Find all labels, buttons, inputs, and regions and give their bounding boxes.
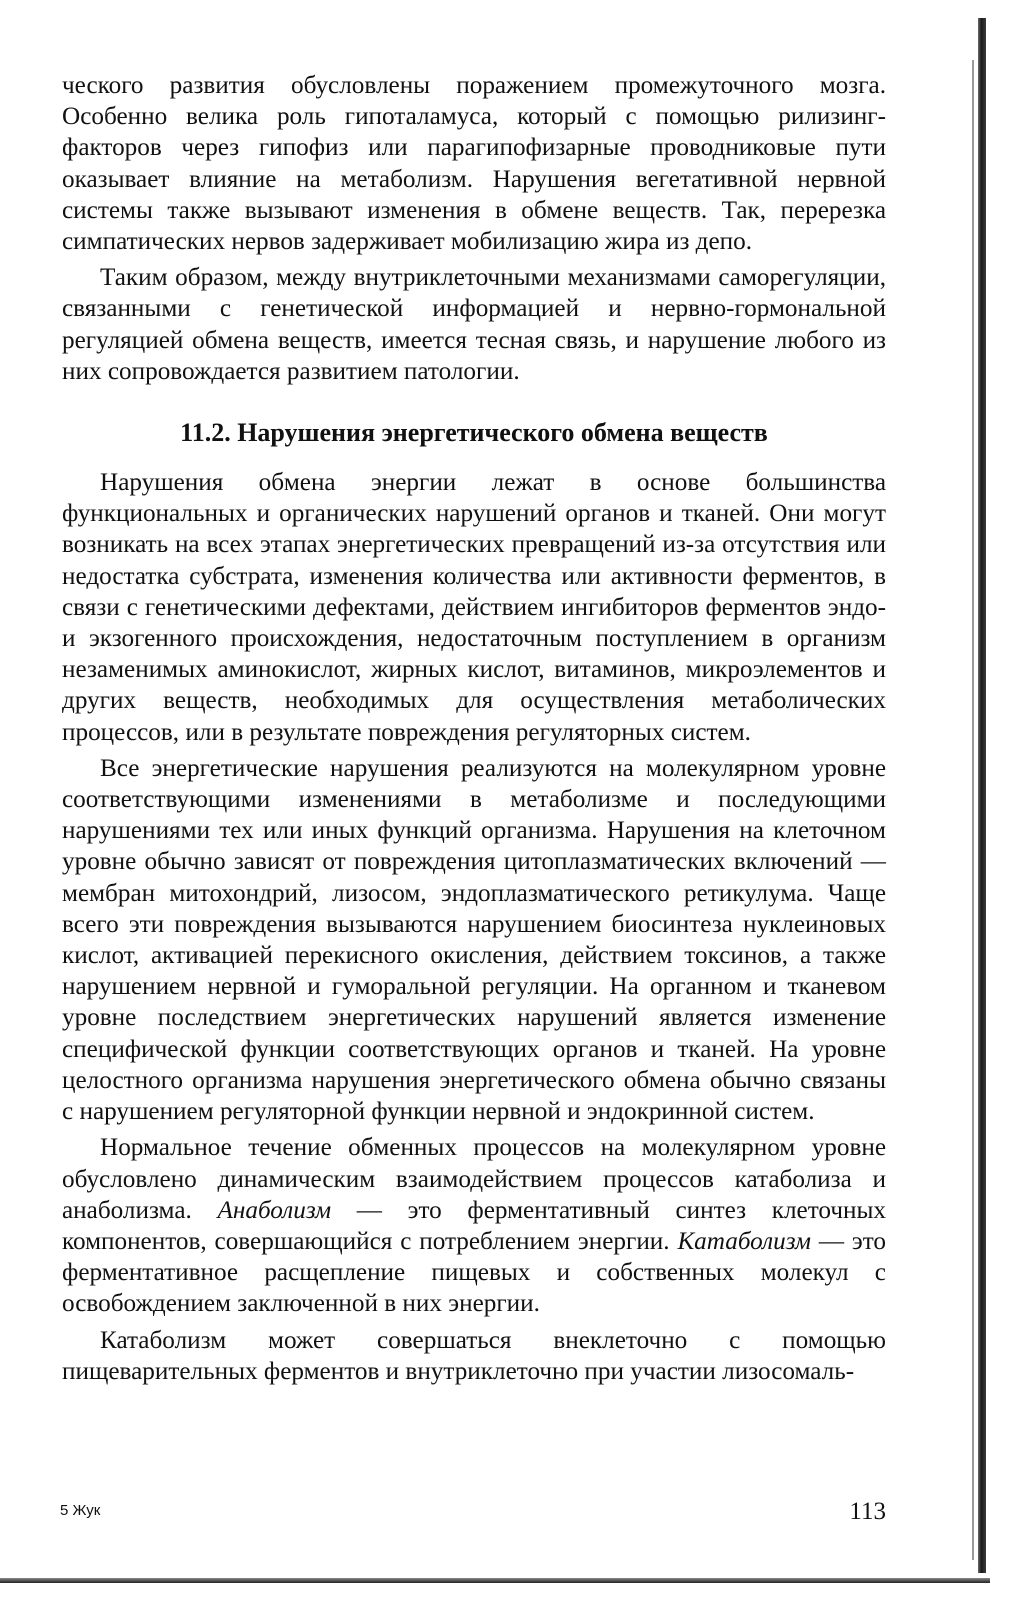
text-run: — это ферментативный синтез клеточных компонентов, совершающийся с потреблением энергии. bbox=[62, 1196, 886, 1255]
term-catabolism: Катаболизм bbox=[677, 1227, 811, 1255]
page-edge-shadow bbox=[972, 60, 974, 1560]
bottom-edge bbox=[0, 1578, 990, 1583]
paragraph: Все энергетические нарушения реализуются на молекулярном уровне соответствующими изменениями в метаболизме и последующими нарушениями тех или иных функций организма. Нарушения на клеточном уровне обычно зависят от повреждения цитоплазматических включений — мембран митохондрий, лизосом, эндоплазматического ретикулума. Чаще всего эти повреждения вызываются нарушением биосинтеза нуклеиновых кислот, активацией перекисного окисления, действием токсинов, а также нарушением нервной и гуморальной регуляции. На органном и тканевом уровне последствием энергетических нарушений является изменение специфической функции соответствующих органов и тканей. На уровне целостного организма нарушения энергетического обмена обычно связаны с нарушением регуляторной функции нервной и эндокринной систем. bbox=[62, 754, 886, 1126]
paragraph: Нарушения обмена энергии лежат в основе большинства функциональных и органических нарушений органов и тканей. Они могут возникать на всех этапах энергетических превращений из-за отсутствия или недостатка субстрата, изменения количества или активности ферментов, в связи с генетическими дефектами, действием ингибиторов ферментов эндо- и экзогенного происхождения, недостаточным поступлением в организм незаменимых аминокислот, жирных кислот, витаминов, микроэлементов и других веществ, необходимых для осуществления метаболических процессов, или в результате повреждения регуляторных систем. bbox=[62, 469, 886, 746]
binding-edge bbox=[978, 18, 986, 1573]
paragraph bbox=[62, 1132, 886, 1319]
section-heading: 11.2. Нарушения энергетического обмена веществ bbox=[180, 418, 768, 448]
paragraph: Катаболизм может совершаться внеклеточно с помощью пищеварительных ферментов и внутриклеточно при участии лизосомаль- bbox=[62, 1326, 886, 1385]
term-anabolism: Анаболизм bbox=[217, 1196, 332, 1224]
page-number: 113 bbox=[849, 1498, 886, 1525]
signature-mark: 5 Жук bbox=[60, 1502, 101, 1519]
text-run: — это ферментативное расщепление пищевых и собственных молекул с освобождением заключенной в них энергии. bbox=[62, 1227, 886, 1318]
paragraph: ческого развития обусловлены поражением промежуточного мозга. Особенно велика роль гипоталамуса, который с помощью рилизинг-факторов через гипофиз или парагипофизарные проводниковые пути оказывает влияние на метаболизм. Нарушения вегетативной нервной системы также вызывают изменения в обмене веществ. Так, перерезка симпатических нервов задерживает мобилизацию жира из депо. bbox=[62, 72, 886, 256]
body-text bbox=[62, 70, 886, 1387]
text-run: Нормальное течение обменных процессов на молекулярном уровне обусловлено динамическим взаимодействием процессов катаболиза и анаболизма. bbox=[62, 1134, 886, 1224]
paragraph: Таким образом, между внутриклеточными механизмами саморегуляции, связанными с генетической информацией и нервно-гормональной регуляцией обмена веществ, имеется тесная связь, и нарушение любого из них сопровождается развитием патологии. bbox=[62, 264, 886, 385]
